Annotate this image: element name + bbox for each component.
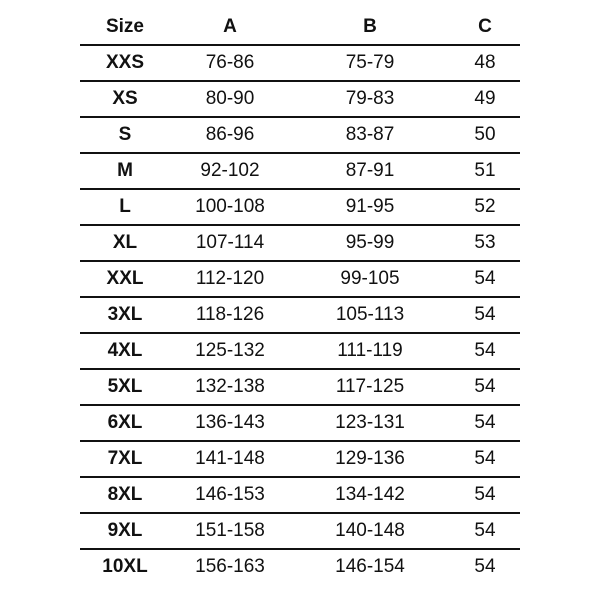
table-row xyxy=(80,513,520,549)
c-cell: 54 xyxy=(450,477,520,513)
a-cell: 132-138 xyxy=(170,369,290,405)
table-row xyxy=(80,333,520,369)
size-cell: L xyxy=(80,189,170,225)
b-cell: 91-95 xyxy=(290,189,450,225)
size-cell: XXS xyxy=(80,45,170,81)
c-cell: 54 xyxy=(450,297,520,333)
c-cell: 54 xyxy=(450,261,520,297)
b-cell: 140-148 xyxy=(290,513,450,549)
header-b: B xyxy=(290,10,450,45)
table-row xyxy=(80,441,520,477)
b-cell: 129-136 xyxy=(290,441,450,477)
table-row xyxy=(80,549,520,584)
table-row xyxy=(80,117,520,153)
c-cell: 54 xyxy=(474,556,496,577)
a-cell: 107-114 xyxy=(170,225,290,261)
table-row xyxy=(80,153,520,189)
a-cell: 141-148 xyxy=(170,441,290,477)
table-row xyxy=(80,45,520,81)
c-cell: 54 xyxy=(450,369,520,405)
b-cell: 146-154 xyxy=(335,556,405,577)
c-cell: 52 xyxy=(450,189,520,225)
b-cell: 79-83 xyxy=(290,81,450,117)
size-cell: 4XL xyxy=(80,333,170,369)
header-c: C xyxy=(450,10,520,45)
header-row xyxy=(80,10,520,45)
b-cell: 134-142 xyxy=(290,477,450,513)
table-body xyxy=(80,45,520,584)
c-cell: 49 xyxy=(450,81,520,117)
size-cell: 5XL xyxy=(80,369,170,405)
size-cell: XS xyxy=(80,81,170,117)
table-row xyxy=(80,189,520,225)
a-cell: 112-120 xyxy=(170,261,290,297)
size-cell: 3XL xyxy=(80,297,170,333)
c-cell: 54 xyxy=(450,513,520,549)
a-cell: 92-102 xyxy=(170,153,290,189)
table-row xyxy=(80,477,520,513)
table-row xyxy=(80,297,520,333)
a-cell: 86-96 xyxy=(170,117,290,153)
b-cell: 111-119 xyxy=(290,333,450,369)
table-row xyxy=(80,225,520,261)
c-cell: 48 xyxy=(450,45,520,81)
c-cell: 54 xyxy=(450,405,520,441)
a-cell: 136-143 xyxy=(170,405,290,441)
a-cell: 80-90 xyxy=(170,81,290,117)
header-size: Size xyxy=(80,10,170,45)
c-cell: 50 xyxy=(450,117,520,153)
size-cell: 6XL xyxy=(80,405,170,441)
b-cell: 87-91 xyxy=(290,153,450,189)
table-row xyxy=(80,405,520,441)
table-row xyxy=(80,261,520,297)
a-cell: 125-132 xyxy=(170,333,290,369)
table-header xyxy=(80,10,520,45)
size-cell: XXL xyxy=(80,261,170,297)
b-cell: 117-125 xyxy=(290,369,450,405)
a-cell: 146-153 xyxy=(170,477,290,513)
a-cell: 156-163 xyxy=(195,556,265,577)
a-cell: 76-86 xyxy=(170,45,290,81)
size-cell: 7XL xyxy=(80,441,170,477)
size-cell: S xyxy=(80,117,170,153)
size-cell: M xyxy=(80,153,170,189)
size-cell: 9XL xyxy=(80,513,170,549)
c-cell: 53 xyxy=(450,225,520,261)
b-cell: 105-113 xyxy=(290,297,450,333)
c-cell: 54 xyxy=(450,441,520,477)
b-cell: 123-131 xyxy=(290,405,450,441)
a-cell: 151-158 xyxy=(170,513,290,549)
b-cell: 83-87 xyxy=(290,117,450,153)
c-cell: 54 xyxy=(450,333,520,369)
table-row xyxy=(80,369,520,405)
header-a: A xyxy=(170,10,290,45)
c-cell: 51 xyxy=(450,153,520,189)
b-cell: 99-105 xyxy=(290,261,450,297)
a-cell: 100-108 xyxy=(170,189,290,225)
b-cell: 75-79 xyxy=(290,45,450,81)
size-cell: 8XL xyxy=(80,477,170,513)
size-cell: 10XL xyxy=(102,556,148,577)
size-chart-table xyxy=(80,10,520,584)
table-row xyxy=(80,81,520,117)
a-cell: 118-126 xyxy=(170,297,290,333)
size-cell: XL xyxy=(80,225,170,261)
b-cell: 95-99 xyxy=(290,225,450,261)
